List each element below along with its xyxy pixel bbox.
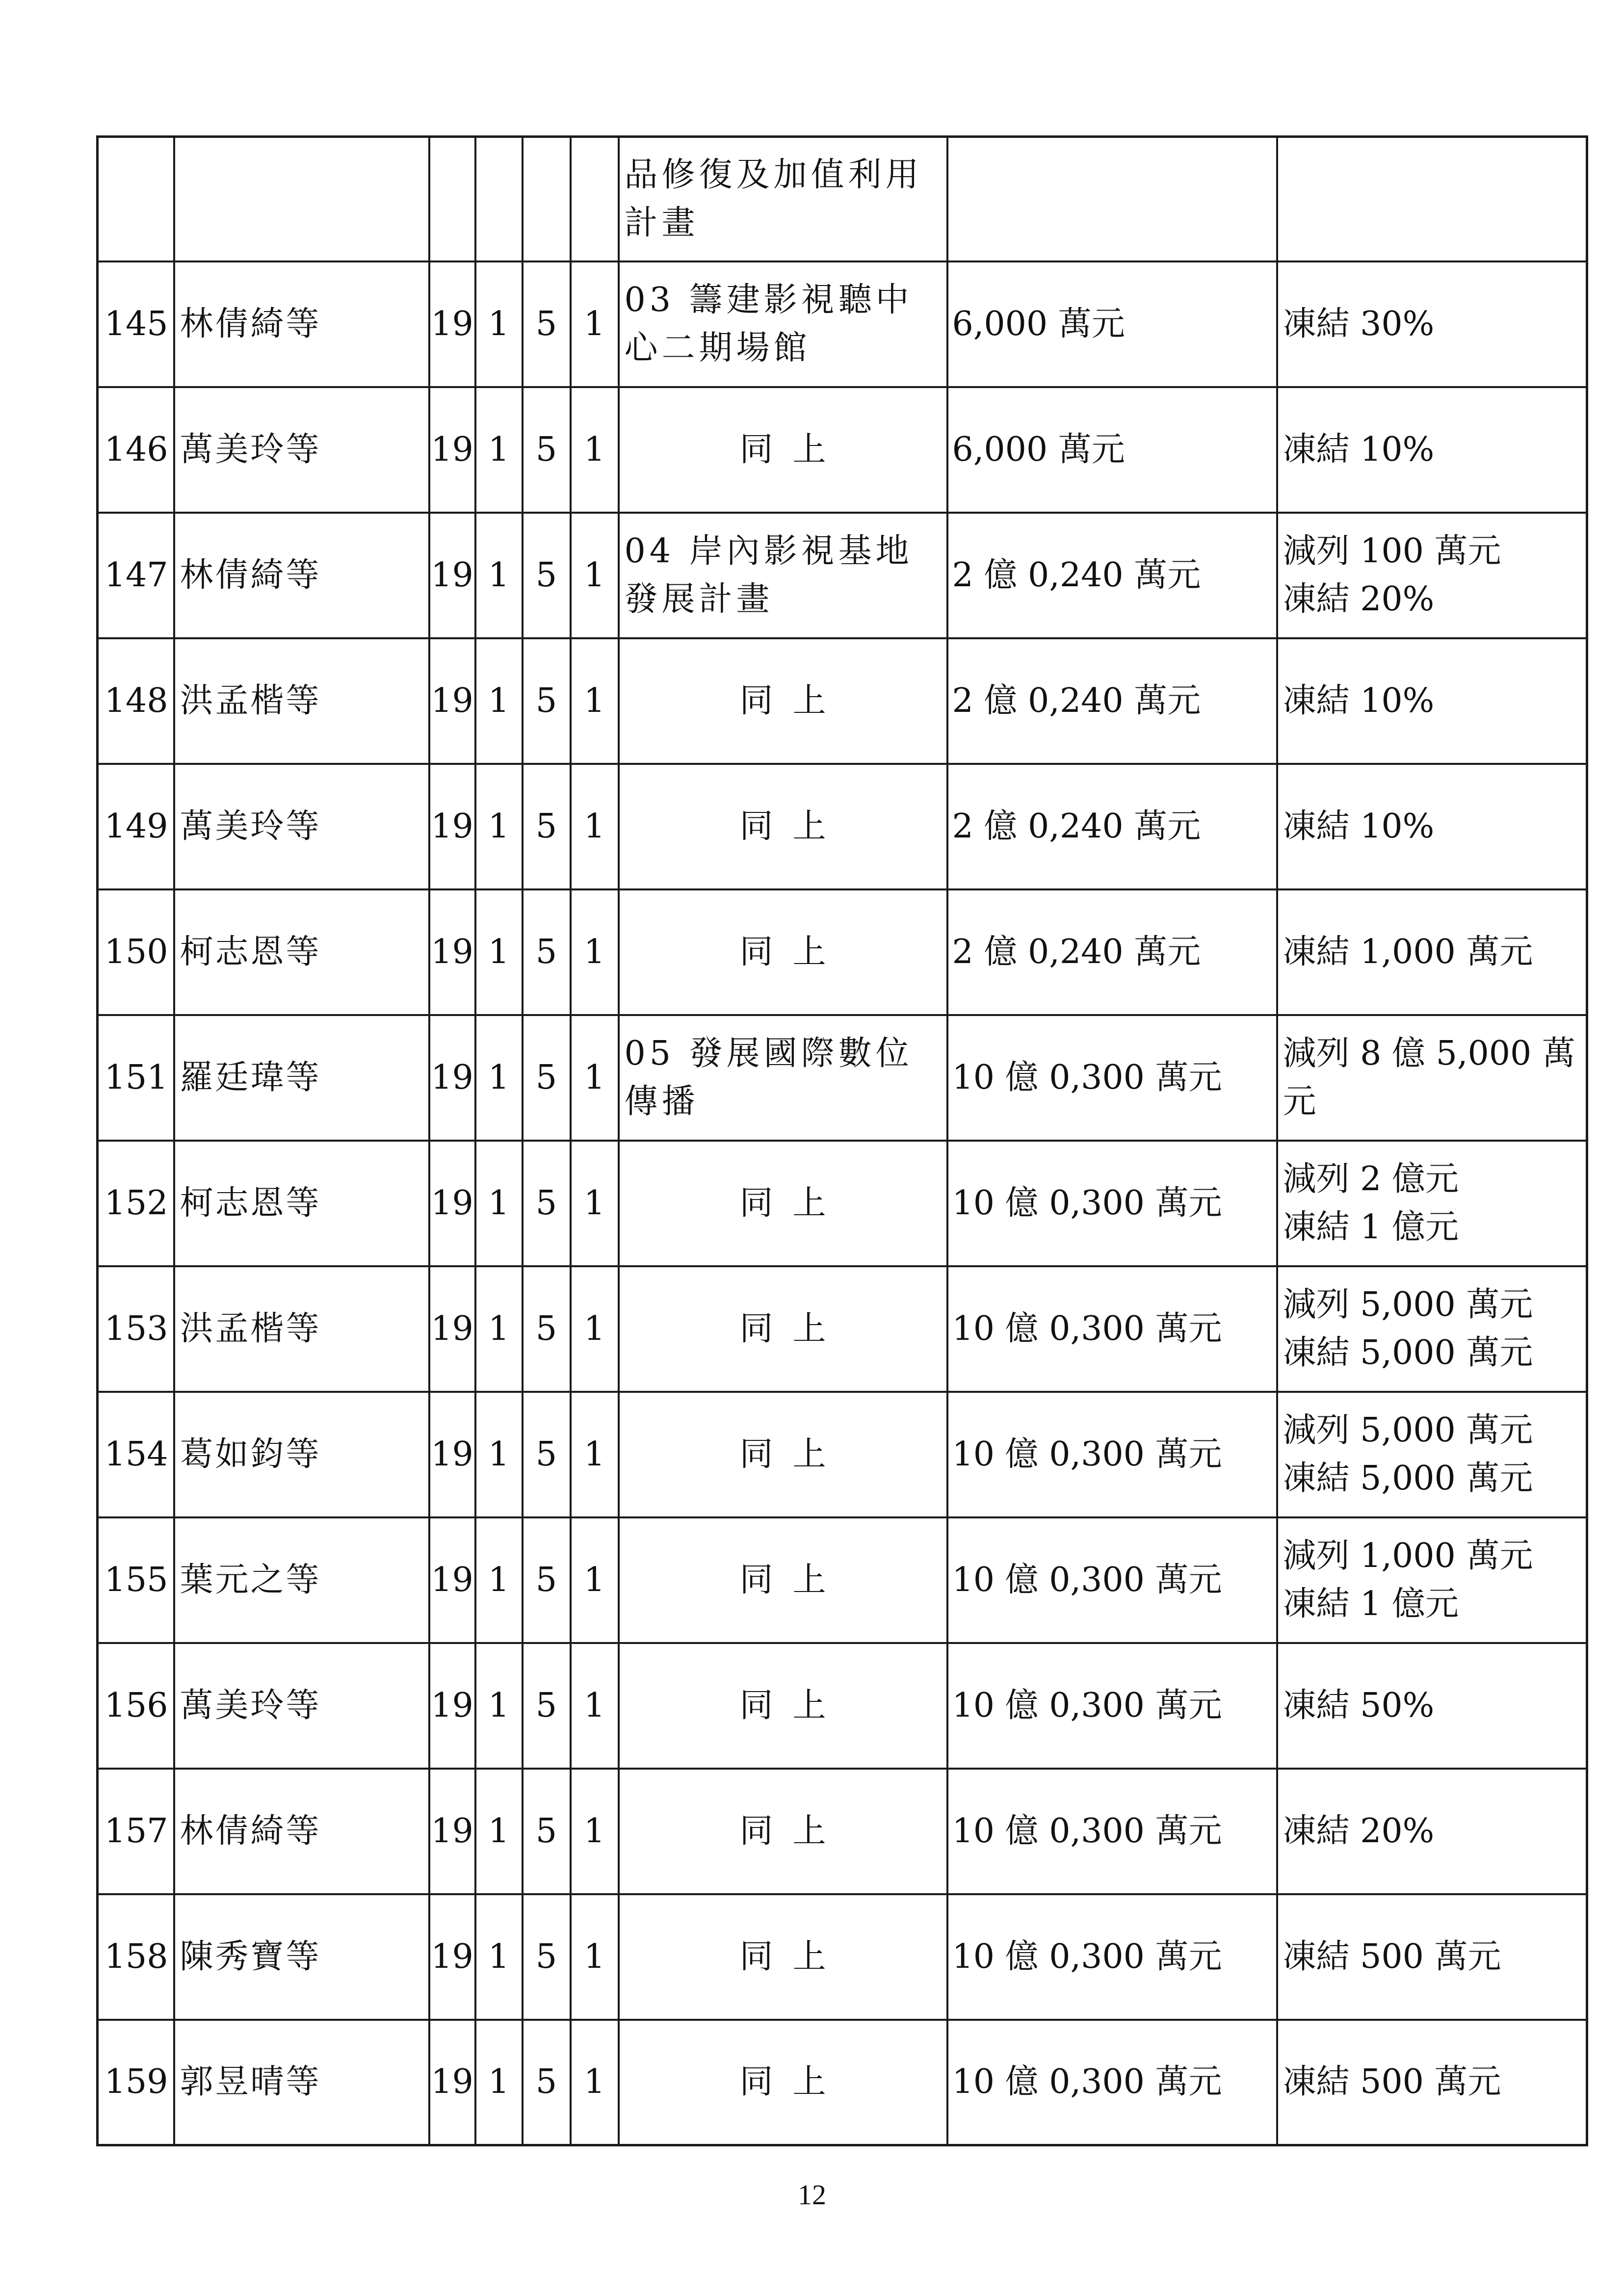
proposer-cell: 陳秀寶等 bbox=[174, 1894, 429, 2020]
code-cell: 5 bbox=[523, 1643, 571, 1769]
row-number-cell: 159 bbox=[98, 2020, 174, 2145]
code-cell: 1 bbox=[571, 1643, 619, 1769]
code-cell: 1 bbox=[475, 1894, 523, 2020]
code-cell: 19 bbox=[429, 387, 475, 513]
table-row bbox=[98, 1392, 1587, 1517]
code-cell: 1 bbox=[475, 513, 523, 638]
result-cell bbox=[1277, 513, 1587, 638]
result-line: 凍結 1,000 萬元 bbox=[1283, 932, 1533, 971]
row-number-cell: 156 bbox=[98, 1643, 174, 1769]
result-line: 凍結 10% bbox=[1283, 807, 1435, 846]
row-number-cell: 153 bbox=[98, 1266, 174, 1392]
proposer-cell: 葛如鈞等 bbox=[174, 1392, 429, 1517]
code-cell: 1 bbox=[571, 1392, 619, 1517]
proposer-cell: 郭昱晴等 bbox=[174, 2020, 429, 2145]
code-cell: 19 bbox=[429, 764, 475, 889]
code-cell: 1 bbox=[571, 2020, 619, 2145]
amount-cell: 6,000 萬元 bbox=[947, 261, 1277, 387]
code-cell: 1 bbox=[475, 889, 523, 1015]
code-cell: 1 bbox=[571, 1015, 619, 1141]
code-cell: 5 bbox=[523, 387, 571, 513]
proposer-cell: 林倩綺等 bbox=[174, 513, 429, 638]
page-number: 12 bbox=[798, 2179, 826, 2211]
item-cell: 同上 bbox=[619, 1392, 947, 1517]
amount-cell: 10 億 0,300 萬元 bbox=[947, 1769, 1277, 1894]
code-cell: 1 bbox=[571, 1769, 619, 1894]
code-cell: 19 bbox=[429, 513, 475, 638]
code-cell: 5 bbox=[523, 513, 571, 638]
result-line: 減列 5,000 萬元 bbox=[1283, 1285, 1533, 1324]
table-row bbox=[98, 1769, 1587, 1894]
proposer-cell: 洪孟楷等 bbox=[174, 1266, 429, 1392]
table-row bbox=[98, 764, 1587, 889]
result-cell bbox=[1277, 1769, 1587, 1894]
result-cell bbox=[1277, 638, 1587, 764]
result-line: 凍結 10% bbox=[1283, 430, 1435, 469]
item-cell: 同上 bbox=[619, 387, 947, 513]
amount-cell: 10 億 0,300 萬元 bbox=[947, 1015, 1277, 1141]
row-number-cell: 155 bbox=[98, 1517, 174, 1643]
table-row bbox=[98, 889, 1587, 1015]
code-cell: 19 bbox=[429, 2020, 475, 2145]
code-cell bbox=[523, 137, 571, 261]
proposer-cell: 羅廷瑋等 bbox=[174, 1015, 429, 1141]
amount-cell: 10 億 0,300 萬元 bbox=[947, 1392, 1277, 1517]
amount-cell: 2 億 0,240 萬元 bbox=[947, 889, 1277, 1015]
proposer-cell: 柯志恩等 bbox=[174, 889, 429, 1015]
proposer-cell: 林倩綺等 bbox=[174, 261, 429, 387]
result-cell bbox=[1277, 1517, 1587, 1643]
proposer-cell: 萬美玲等 bbox=[174, 764, 429, 889]
result-line: 凍結 500 萬元 bbox=[1283, 2062, 1501, 2102]
item-cell: 同上 bbox=[619, 638, 947, 764]
code-cell: 1 bbox=[571, 889, 619, 1015]
item-cell: 同上 bbox=[619, 1266, 947, 1392]
row-number-cell: 148 bbox=[98, 638, 174, 764]
table-row bbox=[98, 513, 1587, 638]
row-number-cell: 152 bbox=[98, 1141, 174, 1266]
code-cell: 1 bbox=[571, 387, 619, 513]
amount-cell: 10 億 0,300 萬元 bbox=[947, 1141, 1277, 1266]
code-cell: 19 bbox=[429, 638, 475, 764]
result-cell bbox=[1277, 1894, 1587, 2020]
table-row bbox=[98, 1894, 1587, 2020]
item-cell: 同上 bbox=[619, 1769, 947, 1894]
code-cell: 1 bbox=[475, 1266, 523, 1392]
proposer-cell: 萬美玲等 bbox=[174, 387, 429, 513]
table-row bbox=[98, 638, 1587, 764]
proposer-cell bbox=[174, 137, 429, 261]
result-cell bbox=[1277, 387, 1587, 513]
amount-cell: 2 億 0,240 萬元 bbox=[947, 764, 1277, 889]
code-cell: 19 bbox=[429, 1141, 475, 1266]
table-row-continued bbox=[98, 137, 1587, 261]
result-line: 凍結 10% bbox=[1283, 681, 1435, 720]
table-row bbox=[98, 1643, 1587, 1769]
result-line: 凍結 1 億元 bbox=[1283, 1207, 1459, 1247]
result-line: 凍結 50% bbox=[1283, 1686, 1435, 1725]
result-cell bbox=[1277, 137, 1587, 261]
result-line: 減列 5,000 萬元 bbox=[1283, 1410, 1533, 1450]
code-cell: 1 bbox=[475, 2020, 523, 2145]
item-cell: 03 籌建影視聽中心二期場館 bbox=[619, 261, 947, 387]
table-row bbox=[98, 261, 1587, 387]
item-cell: 同上 bbox=[619, 1894, 947, 2020]
table-row bbox=[98, 1266, 1587, 1392]
code-cell: 5 bbox=[523, 1015, 571, 1141]
result-line: 減列 2 億元 bbox=[1283, 1159, 1459, 1199]
code-cell: 5 bbox=[523, 1141, 571, 1266]
budget-proposal-table bbox=[96, 135, 1588, 2146]
code-cell: 19 bbox=[429, 261, 475, 387]
code-cell: 1 bbox=[475, 764, 523, 889]
code-cell: 1 bbox=[475, 261, 523, 387]
result-line: 凍結 500 萬元 bbox=[1283, 1937, 1501, 1976]
code-cell: 1 bbox=[475, 638, 523, 764]
amount-cell: 2 億 0,240 萬元 bbox=[947, 513, 1277, 638]
amount-cell: 2 億 0,240 萬元 bbox=[947, 638, 1277, 764]
result-line: 凍結 30% bbox=[1283, 304, 1435, 343]
result-cell bbox=[1277, 764, 1587, 889]
result-line: 凍結 20% bbox=[1283, 579, 1435, 619]
code-cell: 5 bbox=[523, 1266, 571, 1392]
row-number-cell: 149 bbox=[98, 764, 174, 889]
row-number-cell: 158 bbox=[98, 1894, 174, 2020]
code-cell: 5 bbox=[523, 1894, 571, 2020]
result-cell bbox=[1277, 1643, 1587, 1769]
code-cell: 1 bbox=[475, 1141, 523, 1266]
code-cell: 1 bbox=[475, 387, 523, 513]
proposer-cell: 萬美玲等 bbox=[174, 1643, 429, 1769]
code-cell: 1 bbox=[475, 1517, 523, 1643]
item-cell: 同上 bbox=[619, 1517, 947, 1643]
row-number-cell: 145 bbox=[98, 261, 174, 387]
code-cell: 5 bbox=[523, 764, 571, 889]
result-line: 凍結 5,000 萬元 bbox=[1283, 1459, 1533, 1498]
code-cell: 1 bbox=[571, 764, 619, 889]
result-cell bbox=[1277, 1015, 1587, 1141]
item-cell: 同上 bbox=[619, 1643, 947, 1769]
table-row bbox=[98, 1141, 1587, 1266]
code-cell: 1 bbox=[571, 1894, 619, 2020]
result-cell bbox=[1277, 1266, 1587, 1392]
code-cell: 19 bbox=[429, 1266, 475, 1392]
amount-cell: 10 億 0,300 萬元 bbox=[947, 1643, 1277, 1769]
code-cell: 5 bbox=[523, 889, 571, 1015]
code-cell: 1 bbox=[475, 1015, 523, 1141]
row-number-cell: 151 bbox=[98, 1015, 174, 1141]
row-number-cell: 146 bbox=[98, 387, 174, 513]
result-cell bbox=[1277, 889, 1587, 1015]
amount-cell: 10 億 0,300 萬元 bbox=[947, 2020, 1277, 2145]
item-cell: 同上 bbox=[619, 889, 947, 1015]
item-cell: 同上 bbox=[619, 1141, 947, 1266]
code-cell: 1 bbox=[475, 1392, 523, 1517]
item-cell: 同上 bbox=[619, 764, 947, 889]
result-line: 凍結 5,000 萬元 bbox=[1283, 1333, 1533, 1372]
result-line: 減列 8 億 5,000 萬元 bbox=[1283, 1034, 1575, 1121]
code-cell: 19 bbox=[429, 1015, 475, 1141]
code-cell: 1 bbox=[475, 1643, 523, 1769]
code-cell: 1 bbox=[571, 1517, 619, 1643]
amount-cell: 10 億 0,300 萬元 bbox=[947, 1894, 1277, 2020]
table-row bbox=[98, 387, 1587, 513]
item-cell: 同上 bbox=[619, 2020, 947, 2145]
item-cell: 04 岸內影視基地發展計畫 bbox=[619, 513, 947, 638]
result-line: 減列 100 萬元 bbox=[1283, 531, 1501, 571]
table-row bbox=[98, 2020, 1587, 2145]
proposer-cell: 洪孟楷等 bbox=[174, 638, 429, 764]
code-cell: 5 bbox=[523, 2020, 571, 2145]
result-cell bbox=[1277, 261, 1587, 387]
code-cell: 1 bbox=[571, 638, 619, 764]
amount-cell: 10 億 0,300 萬元 bbox=[947, 1517, 1277, 1643]
code-cell: 5 bbox=[523, 1392, 571, 1517]
result-cell bbox=[1277, 1141, 1587, 1266]
code-cell: 19 bbox=[429, 1517, 475, 1643]
table-row bbox=[98, 1517, 1587, 1643]
item-cell: 品修復及加值利用計畫 bbox=[619, 137, 947, 261]
row-number-cell: 147 bbox=[98, 513, 174, 638]
code-cell bbox=[429, 137, 475, 261]
proposer-cell: 林倩綺等 bbox=[174, 1769, 429, 1894]
code-cell bbox=[475, 137, 523, 261]
code-cell: 1 bbox=[571, 1266, 619, 1392]
code-cell: 19 bbox=[429, 889, 475, 1015]
row-number-cell: 154 bbox=[98, 1392, 174, 1517]
code-cell: 19 bbox=[429, 1392, 475, 1517]
proposer-cell: 柯志恩等 bbox=[174, 1141, 429, 1266]
row-number-cell bbox=[98, 137, 174, 261]
result-cell bbox=[1277, 1392, 1587, 1517]
code-cell: 5 bbox=[523, 638, 571, 764]
result-line: 減列 1,000 萬元 bbox=[1283, 1536, 1533, 1575]
code-cell: 5 bbox=[523, 261, 571, 387]
amount-cell: 10 億 0,300 萬元 bbox=[947, 1266, 1277, 1392]
code-cell: 1 bbox=[571, 261, 619, 387]
result-line: 凍結 20% bbox=[1283, 1811, 1435, 1851]
code-cell: 1 bbox=[475, 1769, 523, 1894]
code-cell: 1 bbox=[571, 513, 619, 638]
result-line: 凍結 1 億元 bbox=[1283, 1584, 1459, 1623]
code-cell: 5 bbox=[523, 1769, 571, 1894]
code-cell: 19 bbox=[429, 1643, 475, 1769]
row-number-cell: 150 bbox=[98, 889, 174, 1015]
proposer-cell: 葉元之等 bbox=[174, 1517, 429, 1643]
amount-cell: 6,000 萬元 bbox=[947, 387, 1277, 513]
row-number-cell: 157 bbox=[98, 1769, 174, 1894]
amount-cell bbox=[947, 137, 1277, 261]
code-cell: 19 bbox=[429, 1769, 475, 1894]
code-cell: 19 bbox=[429, 1894, 475, 2020]
item-cell: 05 發展國際數位傳播 bbox=[619, 1015, 947, 1141]
code-cell bbox=[571, 137, 619, 261]
code-cell: 1 bbox=[571, 1141, 619, 1266]
code-cell: 5 bbox=[523, 1517, 571, 1643]
result-cell bbox=[1277, 2020, 1587, 2145]
table-row bbox=[98, 1015, 1587, 1141]
